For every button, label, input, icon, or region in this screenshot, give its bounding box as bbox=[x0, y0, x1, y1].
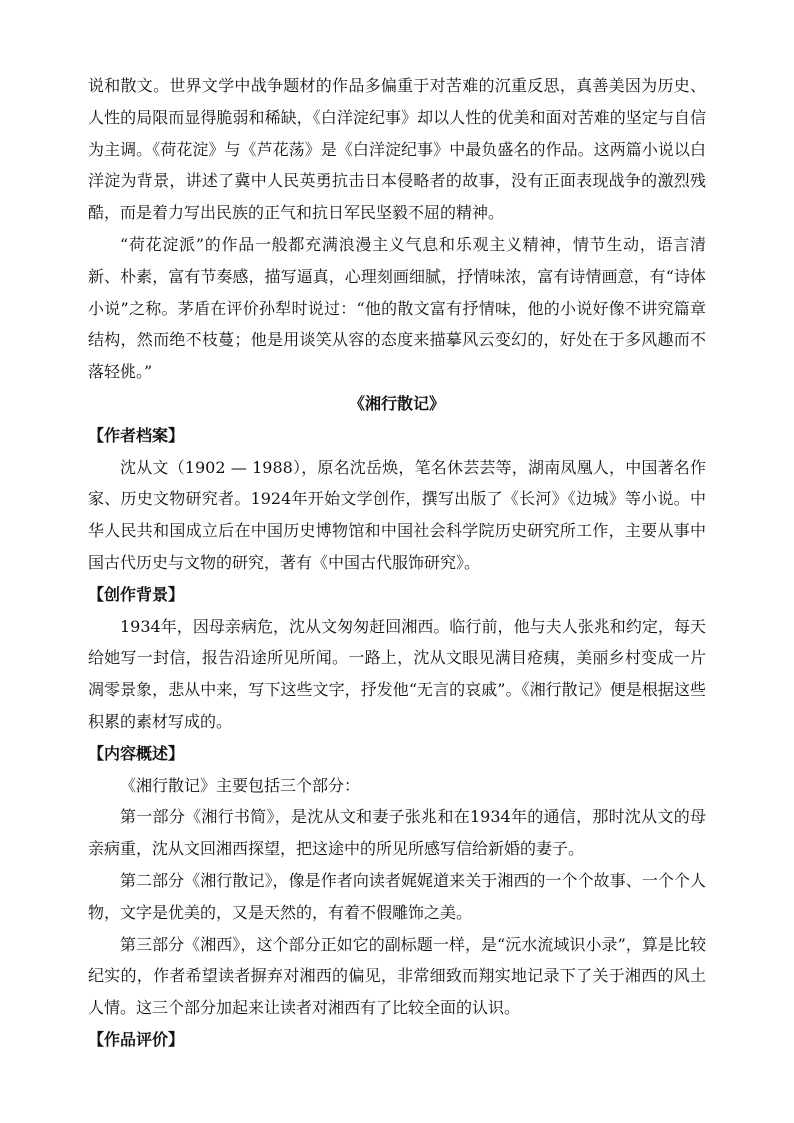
summary-paragraph-3: 第二部分《湘行散记》，像是作者向读者娓娓道来关于湘西的一个个故事、一个个人物，文字是优美的，又是天然的，有着不假雕饰之美。 bbox=[88, 870, 706, 922]
summary-paragraph-1: 《湘行散记》主要包括三个部分： bbox=[120, 775, 361, 795]
author-paragraph: 沈从文（1902 — 1988），原名沈岳焕，笔名休芸芸等，湖南凤凰人，中国著名作家、历史文物研究者。1924年开始文学创作，撰写出版了《长河》《边城》等小说。中华人民共和国成立后在中国历史博物馆和中国社会科学院历史研究所工作，主要从事中国古代历史与文物的研究，著有《中国古代服饰研究》。 bbox=[88, 457, 706, 572]
document-page bbox=[88, 70, 706, 1056]
summary-heading: 【内容概述】 bbox=[88, 743, 185, 763]
intro-paragraph-1: 说和散文。世界文学中战争题材的作品多偏重于对苦难的沉重反思，真善美因为历史、人性的局限而显得脆弱和稀缺，《白洋淀纪事》却以人性的优美和面对苦难的坚定与自信为主调。《荷花淀》与《芦花荡》是《白洋淀纪事》中最负盛名的作品。这两篇小说以白洋淀为背景，讲述了冀中人民英勇抗击日本侵略者的故事，没有正面表现战争的激烈残酷，而是着力写出民族的正气和抗日军民坚毅不屈的精神。 bbox=[88, 76, 706, 223]
background-heading: 【创作背景】 bbox=[88, 584, 185, 604]
book-title: 《湘行散记》 bbox=[348, 393, 445, 413]
review-heading: 【作品评价】 bbox=[88, 1029, 185, 1049]
summary-paragraph-4: 第三部分《湘西》，这个部分正如它的副标题一样，是“沅水流域识小录”，算是比较纪实的，作者希望读者摒弃对湘西的偏见，非常细致而翔实地记录下了关于湘西的风土人情。这三个部分加起来让读者对湘西有了比较全面的认识。 bbox=[88, 934, 706, 1018]
background-paragraph: 1934年，因母亲病危，沈从文匆匆赶回湘西。临行前，他与夫人张兆和约定，每天给她写一封信，报告沿途所见所闻。一路上，沈从文眼见满目疮痍，美丽乡村变成一片凋零景象，悲从中来，写下这些文字，抒发他“无言的哀戚”。《湘行散记》便是根据这些积累的素材写成的。 bbox=[88, 616, 706, 731]
summary-paragraph-2: 第一部分《湘行书简》，是沈从文和妻子张兆和在1934年的通信，那时沈从文的母亲病重，沈从文回湘西探望，把这途中的所见所感写信给新婚的妻子。 bbox=[88, 807, 706, 859]
intro-paragraph-2: “荷花淀派”的作品一般都充满浪漫主义气息和乐观主义精神，情节生动，语言清新、朴素，富有节奏感，描写逼真，心理刻画细腻，抒情味浓，富有诗情画意，有“诗体小说”之称。茅盾在评价孙犁时说过：“他的散文富有抒情味，他的小说好像不讲究篇章结构，然而绝不枝蔓；他是用谈笑从容的态度来描摹风云变幻的，好处在于多风趣而不落轻佻。” bbox=[88, 234, 706, 382]
author-heading: 【作者档案】 bbox=[88, 425, 185, 445]
